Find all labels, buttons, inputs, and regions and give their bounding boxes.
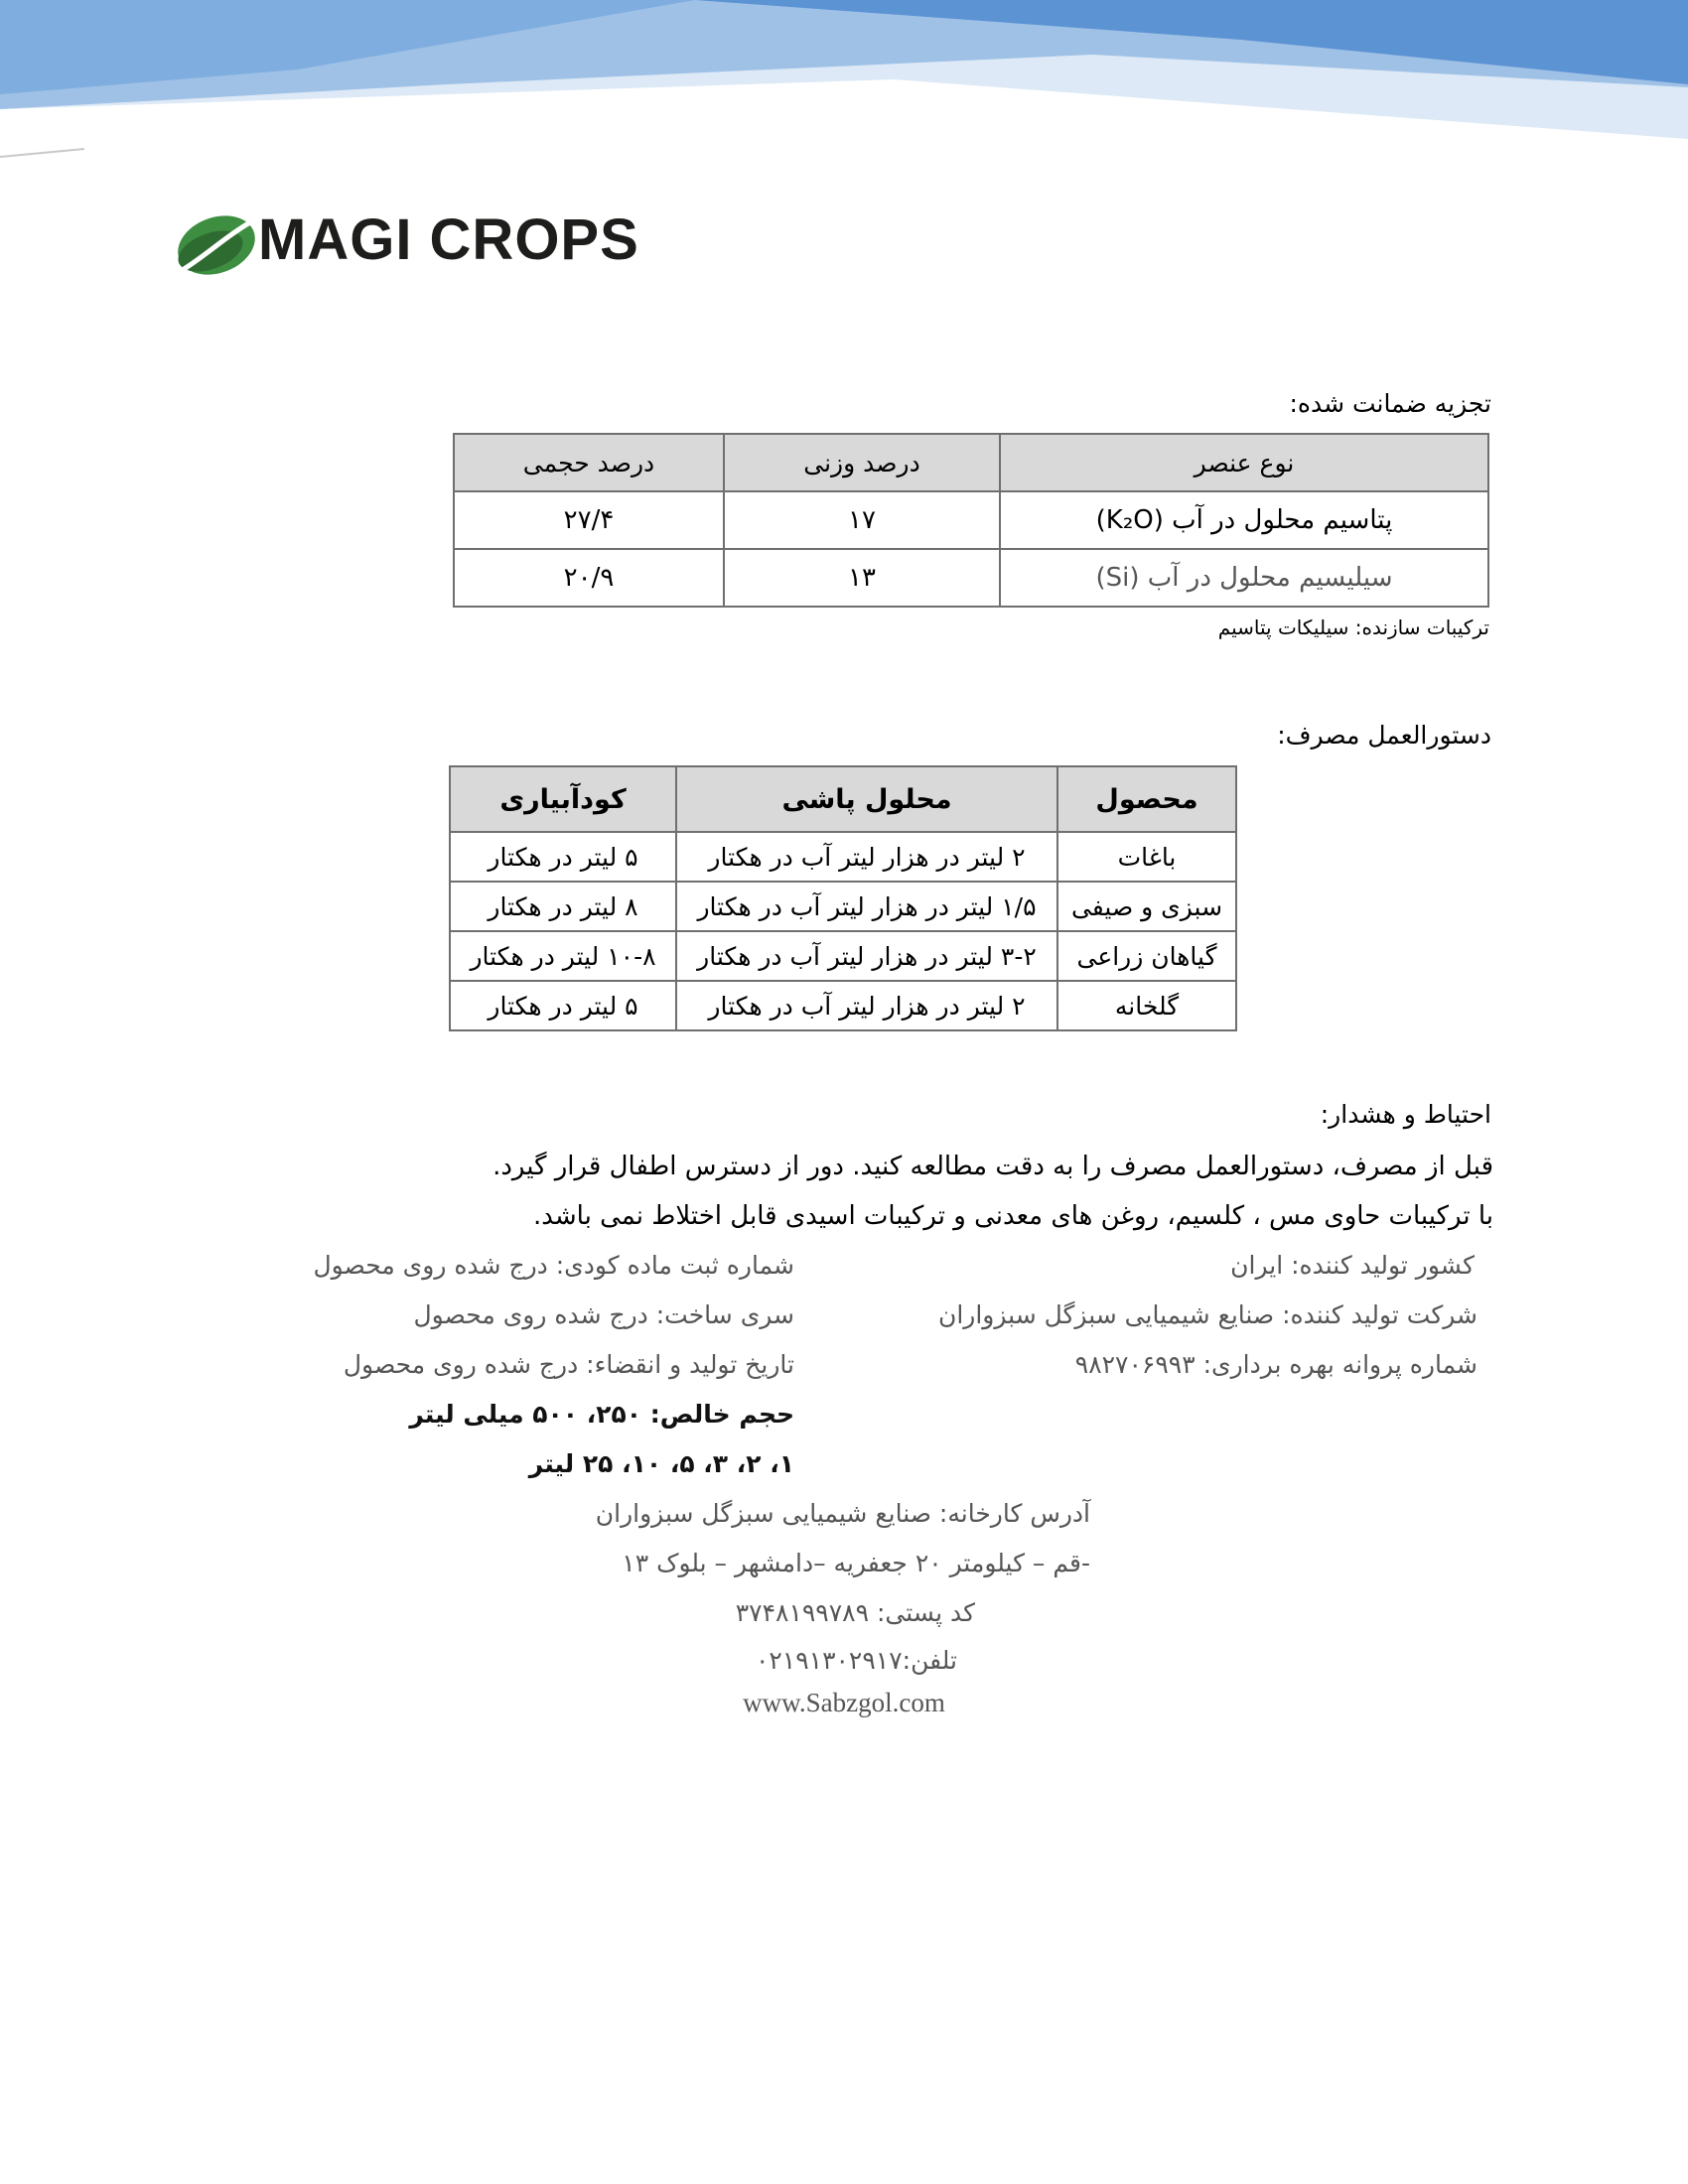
volume-cell: ۲۰/۹ [454, 549, 724, 607]
spray-cell: ۱/۵ لیتر در هزار لیتر آب در هکتار [676, 882, 1057, 931]
street-address: -قم – کیلومتر ۲۰ جعفریه –دامشهر – بلوک ۱۳ [622, 1549, 1090, 1577]
analysis-header-row [454, 434, 1488, 491]
analysis-heading: تجزیه ضمانت شده: [1289, 389, 1491, 418]
column-header: کودآبیاری [450, 766, 676, 832]
logo-text: MAGI CROPS [258, 207, 639, 272]
table-row [450, 832, 1236, 882]
table-row [450, 882, 1236, 931]
net-volume-info: حجم خالص: ۲۵۰، ۵۰۰ میلی لیتر [409, 1400, 794, 1429]
warning-heading: احتیاط و هشدار: [1320, 1100, 1491, 1129]
warning-line-2: با ترکیبات حاوی مس ، کلسیم، روغن های معدنی و ترکیبات اسیدی قابل اختلاط نمی باشد. [532, 1201, 1493, 1231]
crop-cell: سبزی و صیفی [1057, 882, 1236, 931]
phone-number: تلفن:۰۲۱۹۱۳۰۲۹۱۷ [755, 1646, 957, 1675]
brand-logo [171, 197, 639, 296]
column-header: محصول [1057, 766, 1236, 832]
fertigation-cell: ۱۰-۸ لیتر در هکتار [450, 931, 676, 981]
spray-cell: ۲ لیتر در هزار لیتر آب در هکتار [676, 981, 1057, 1030]
table-row [454, 491, 1488, 549]
registration-info: شماره ثبت ماده کودی: درج شده روی محصول [313, 1251, 794, 1280]
table-row [450, 981, 1236, 1030]
batch-info: سری ساخت: درج شده روی محصول [413, 1300, 794, 1329]
net-volume-sizes: ۱، ۲، ۳، ۵، ۱۰، ۲۵ لیتر [528, 1449, 794, 1478]
analysis-table [453, 433, 1489, 608]
column-header: محلول پاشی [676, 766, 1057, 832]
leaf-logo-icon [171, 202, 260, 291]
table-row [454, 549, 1488, 607]
usage-heading: دستورالعمل مصرف: [1277, 721, 1491, 750]
warning-line-1: قبل از مصرف، دستورالعمل مصرف را به دقت مطالعه کنید. دور از دسترس اطفال قرار گیرد. [492, 1152, 1493, 1181]
column-header: نوع عنصر [1000, 434, 1488, 491]
postal-code: کد پستی: ۳۷۴۸۱۹۹۷۸۹ [735, 1598, 975, 1627]
fertigation-cell: ۵ لیتر در هکتار [450, 832, 676, 882]
spray-cell: ۳-۲ لیتر در هزار لیتر آب در هکتار [676, 931, 1057, 981]
spray-cell: ۲ لیتر در هزار لیتر آب در هکتار [676, 832, 1057, 882]
fertigation-cell: ۵ لیتر در هکتار [450, 981, 676, 1030]
column-header: درصد وزنی [724, 434, 1000, 491]
company-info: شرکت تولید کننده: صنایع شیمیایی سبزگل سبزواران [937, 1300, 1477, 1329]
website-link[interactable]: www.Sabzgol.com [743, 1688, 945, 1717]
crop-cell: گیاهان زراعی [1057, 931, 1236, 981]
factory-address: آدرس کارخانه: صنایع شیمیایی سبزگل سبزواران [595, 1499, 1090, 1528]
header-banner [0, 0, 1688, 169]
element-cell: سیلیسیم محلول در آب (Si) [1000, 549, 1488, 607]
license-info: شماره پروانه بهره برداری: ۹۸۲۷۰۶۹۹۳ [1074, 1350, 1477, 1379]
weight-cell: ۱۷ [724, 491, 1000, 549]
composition-note: ترکیبات سازنده: سیلیکات پتاسیم [1217, 615, 1489, 639]
column-header: درصد حجمی [454, 434, 724, 491]
country-info: کشور تولید کننده: ایران [1230, 1251, 1475, 1280]
fertigation-cell: ۸ لیتر در هکتار [450, 882, 676, 931]
table-row [450, 931, 1236, 981]
usage-table [449, 765, 1237, 1031]
dates-info: تاریخ تولید و انقضاء: درج شده روی محصول [343, 1350, 794, 1379]
crop-cell: باغات [1057, 832, 1236, 882]
volume-cell: ۲۷/۴ [454, 491, 724, 549]
usage-header-row [450, 766, 1236, 832]
crop-cell: گلخانه [1057, 981, 1236, 1030]
weight-cell: ۱۳ [724, 549, 1000, 607]
element-cell: پتاسیم محلول در آب (K₂O) [1000, 491, 1488, 549]
